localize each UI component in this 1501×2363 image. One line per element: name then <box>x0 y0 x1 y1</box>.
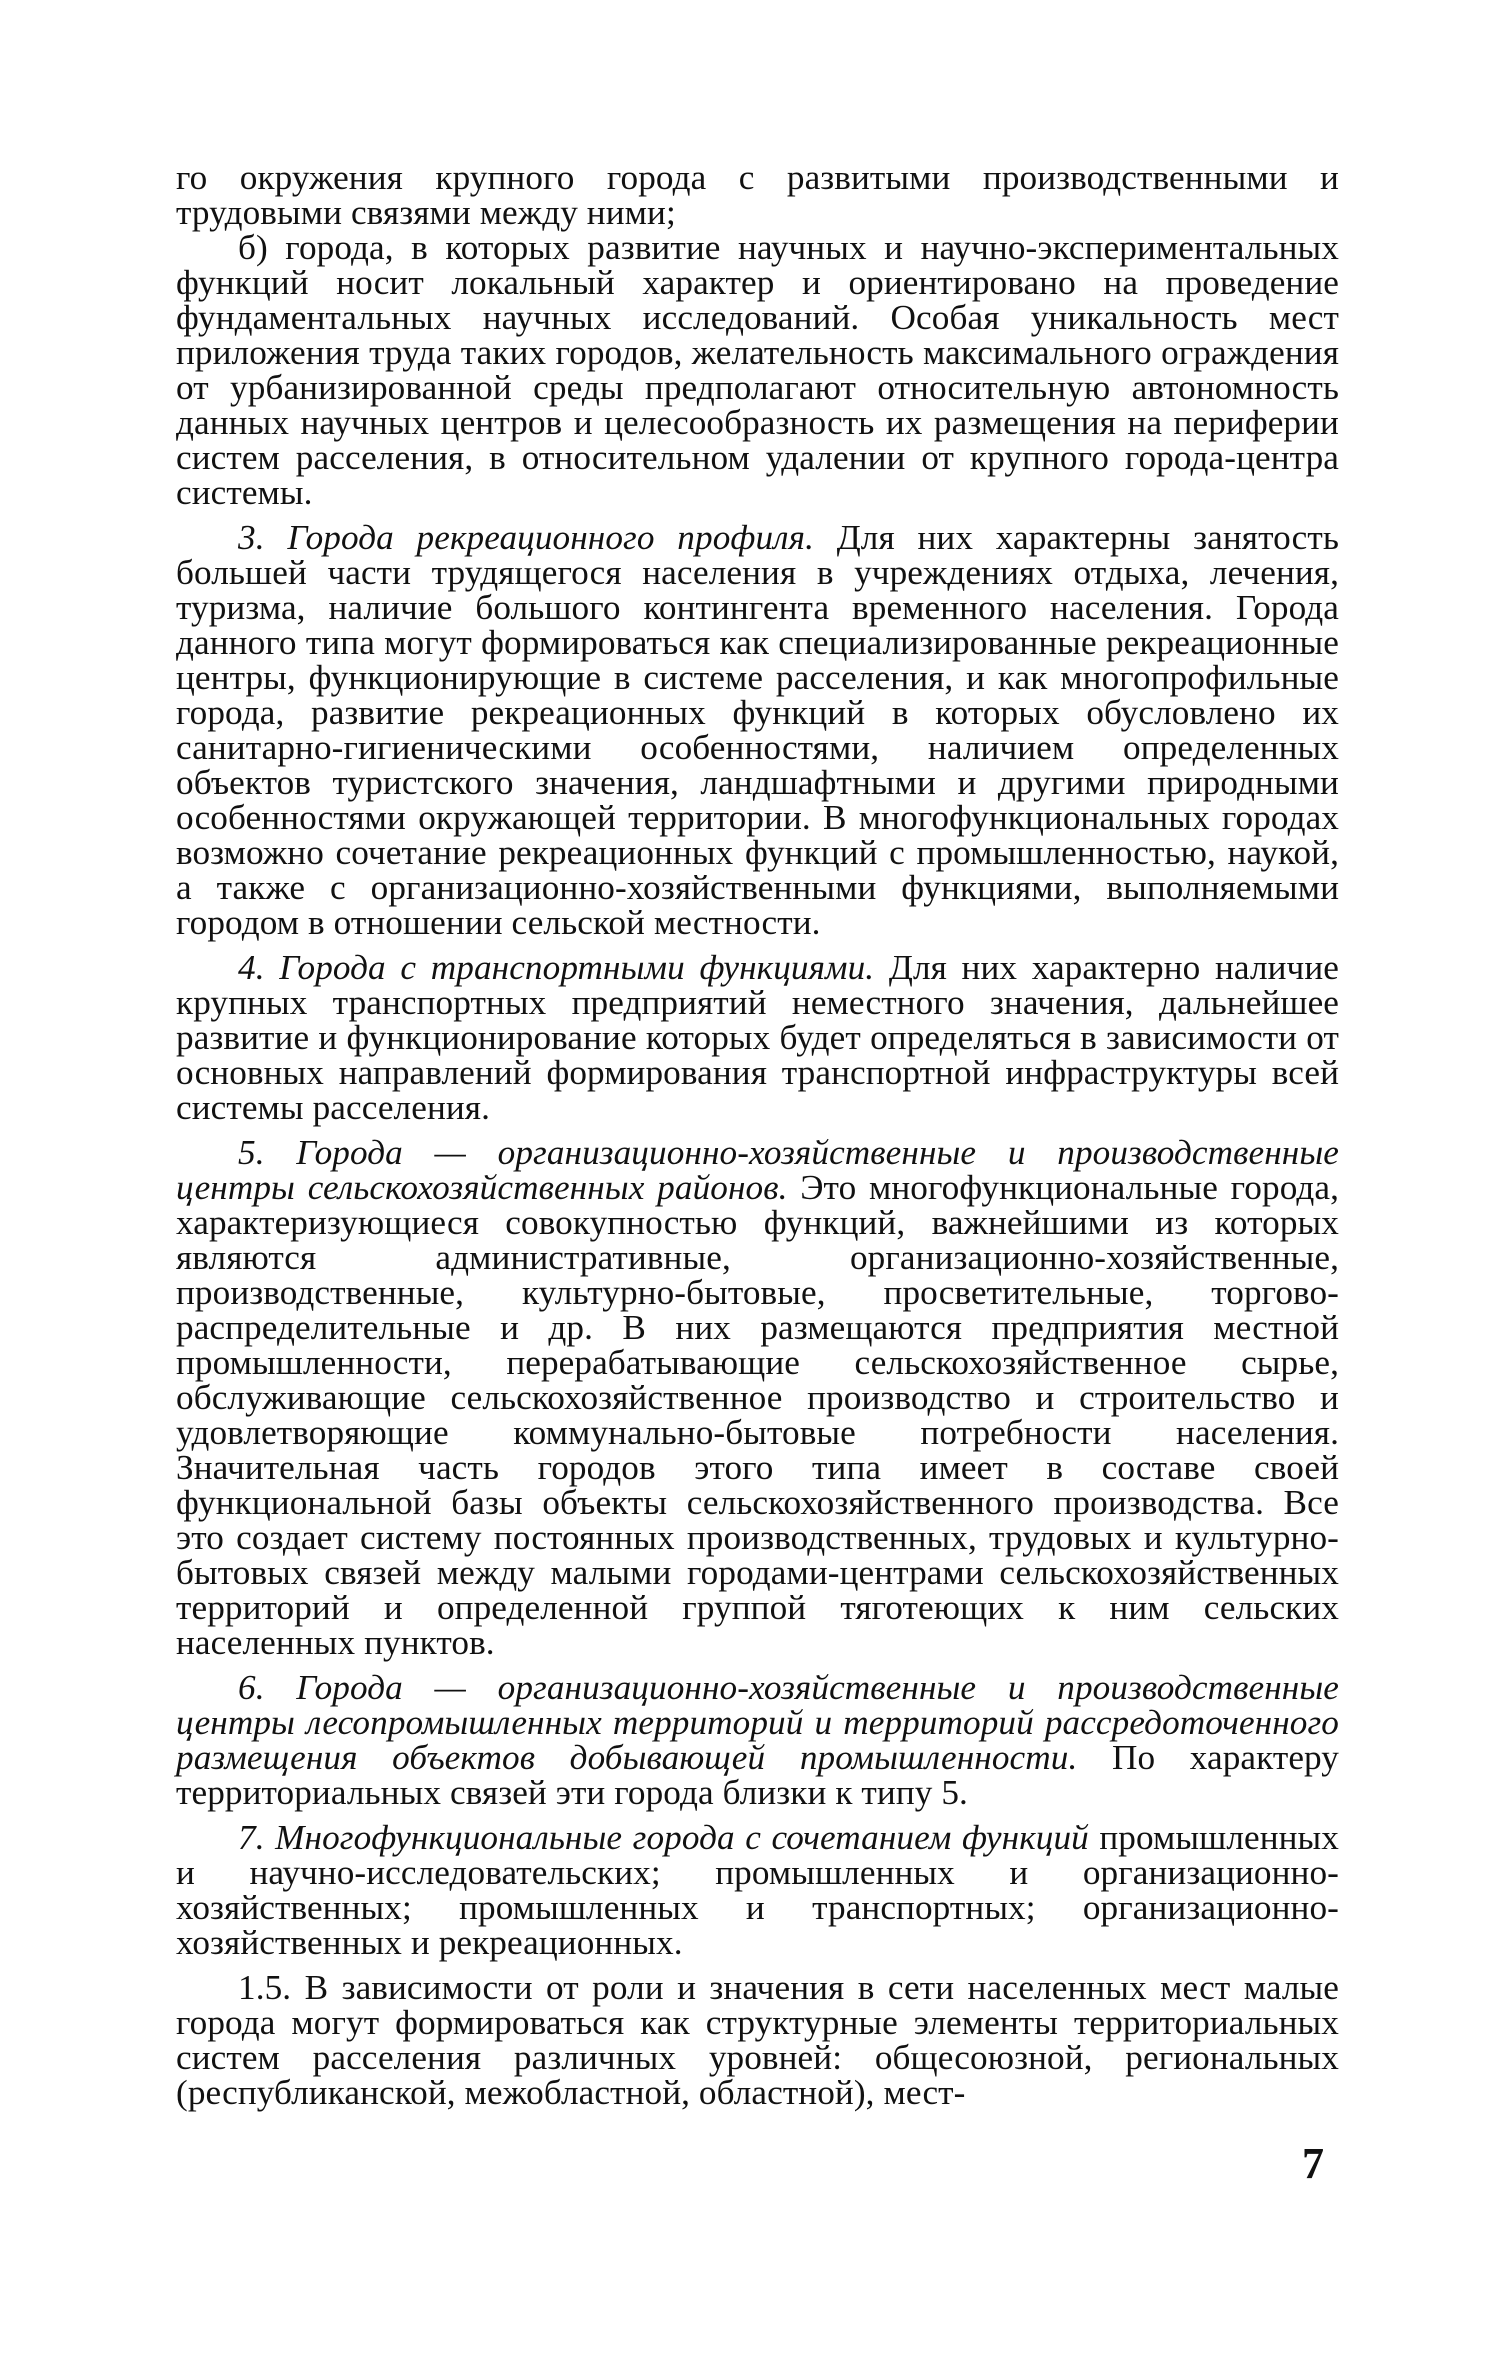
paragraph-2 <box>176 230 1339 510</box>
paragraph-3-text: Для них характерны занятость большей части трудящегося населения в учреждениях отдыха, лечения, туризма, наличие большого контингента временного населения. Города данного типа могут формироваться как специализированные рекреационные центры, функционирующие в системе расселения, и как многопрофильные города, развитие рекреационных функций в которых обусловлено их санитарно-гигиеническими особенностями, наличием определенных объектов туристского значения, ландшафтными и другими природными особенностями окружающей территории. В многофункциональных городах возможно сочетание рекреационных функций с промышленностью, наукой, а также с организационно-хозяйственными функциями, выполняемыми городом в отношении сельской местности. <box>176 518 1339 942</box>
paragraph-1-text: го окружения крупного города с развитыми производственными и трудовыми связями между ними; <box>176 158 1339 232</box>
paragraph-7-text: промышленных и научно-исследовательских; промышленных и организационно-хозяйственных; промышленных и транспортных; организационно-хозяйственных и рекреационных. <box>176 1818 1339 1962</box>
paragraph-3 <box>176 520 1339 940</box>
paragraph-4-text: Для них характерно наличие крупных транспортных предприятий неместного значения, дальнейшее развитие и функционирование которых будет определяться в зависимости от основных направлений формирования транспортной инфраструктуры всей системы расселения. <box>176 948 1339 1127</box>
paragraph-5 <box>176 1135 1339 1660</box>
paragraph-6-text: По характеру территориальных связей эти города близки к типу 5. <box>176 1738 1339 1812</box>
paragraph-2-text: б) города, в которых развитие научных и научно-экспериментальных функций носит локальный характер и ориентировано на проведение фундаментальных научных исследований. Особая уникальность мест приложения труда таких городов, желательность максимального ограждения от урбанизированной среды предполагают относительную автономность данных научных центров и целесообразность их размещения на периферии систем расселения, в относительном удалении от крупного города-центра системы. <box>176 228 1339 512</box>
paragraph-5-text: Это многофункциональные города, характеризующиеся совокупностью функций, важнейшими из которых являются административные, организационно-хозяйственные, производственные, культурно-бытовые, просветительные, торгово-распределительные и др. В них размещаются предприятия местной промышленности, перерабатывающие сельскохозяйственное сырье, обслуживающие сельскохозяйственное производство и строительство и удовлетворяющие коммунально-бытовые потребности населения. Значительная часть городов этого типа имеет в составе своей функциональной базы объекты сельскохозяйственного производства. Все это создает систему постоянных производственных, трудовых и культурно-бытовых связей между малыми городами-центрами сельскохозяйственных территорий и определенной группой тяготеющих к ним сельских населенных пунктов. <box>176 1168 1339 1662</box>
paragraph-6-heading: 6. Города — организационно-хозяйственные и производственные центры лесопромышленных территорий и территорий рассредоточенного размещения объектов добывающей промышленности. <box>176 1668 1339 1777</box>
paragraph-4-heading: 4. Города с транспортными функциями. <box>238 948 875 987</box>
paragraph-3-heading: 3. Города рекреационного профиля. <box>238 518 814 557</box>
document-page <box>176 160 1339 2210</box>
paragraph-7-heading: 7. Многофункциональные города с сочетанием функций <box>238 1818 1089 1857</box>
paragraph-1 <box>176 160 1339 230</box>
page-number: 7 <box>1302 2139 1324 2188</box>
paragraph-8 <box>176 1970 1339 2110</box>
paragraph-5-heading: 5. Города — организационно-хозяйственные и производственные центры сельскохозяйственных районов. <box>176 1133 1339 1207</box>
paragraph-7 <box>176 1820 1339 1960</box>
paragraph-6 <box>176 1670 1339 1810</box>
paragraph-4 <box>176 950 1339 1125</box>
paragraph-8-text: 1.5. В зависимости от роли и значения в сети населенных мест малые города могут формироваться как структурные элементы территориальных систем расселения различных уровней: общесоюзной, региональных (республиканской, межобластной, областной), мест- <box>176 1968 1339 2112</box>
